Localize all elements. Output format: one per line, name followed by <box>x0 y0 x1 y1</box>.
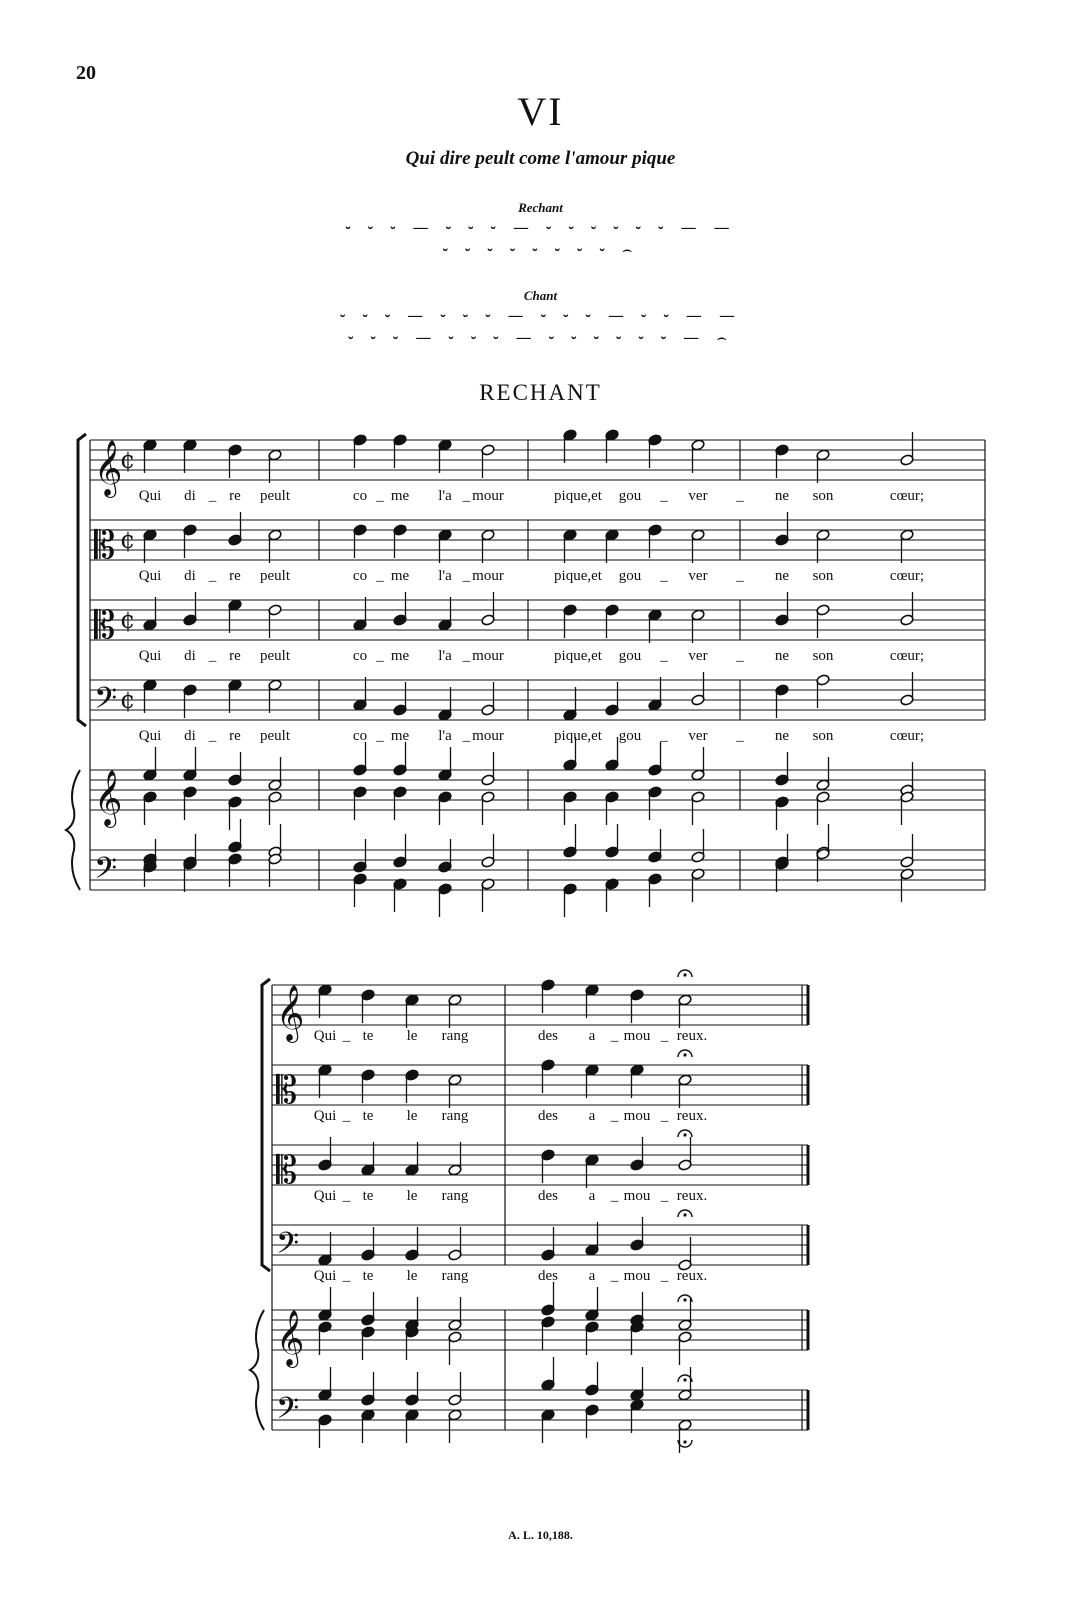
voice2-lyric-syllable: mour <box>472 568 504 584</box>
voice1-lyric-hyphen: _ <box>462 488 471 504</box>
voice1-lyric-s2-syllable: mou <box>623 1028 651 1044</box>
voice3-lyric-syllable: me <box>390 648 410 664</box>
voice2-lyric-hyphen: _ <box>376 568 384 584</box>
voice3-lyric-hyphen: _ <box>660 648 668 664</box>
voice1-lyric-syllable: di <box>184 488 196 504</box>
voice4-lyric-s2-syllable: Qui <box>313 1268 337 1284</box>
meter-rechant-line-1: ⏑ ⏑ ⏑ — ⏑ ⏑ ⏑ — ⏑ ⏑ ⏑ ⏑ ⏑ ⏑ — — <box>345 218 736 237</box>
voice4-lyric-syllable: son <box>812 728 834 744</box>
voice2-lyric-syllable: di <box>184 568 196 584</box>
meter-chant-line-2: ⏑ ⏑ ⏑ — ⏑ ⏑ ⏑ — ⏑ ⏑ ⏑ ⏑ ⏑ ⏑ — ⌢ <box>348 328 733 347</box>
voice1-lyric-syllable: mour <box>472 488 504 504</box>
bass-clef-icon: 𝄢 <box>276 1392 300 1433</box>
piano-brace-icon <box>250 1310 264 1430</box>
voice2-lyric-hyphen: _ <box>660 568 668 584</box>
voice4-lyric-syllable: ver <box>688 728 708 744</box>
voice1-lyric-s2-hyphen: _ <box>610 1028 619 1044</box>
voice4-lyric-s2-syllable: mou <box>623 1268 651 1284</box>
voice3-lyric-s2-syllable: le <box>406 1188 418 1204</box>
voice4-lyric-s2-hyphen: _ <box>342 1268 351 1284</box>
voice4-lyric-s2-hyphen: _ <box>660 1268 669 1284</box>
voice4-lyric-syllable: gou <box>618 728 642 744</box>
cut-time-icon: ¢ <box>120 526 136 554</box>
voice1-lyric-s2-syllable: rang <box>441 1028 469 1044</box>
voice3-lyric-s2-hyphen: _ <box>610 1188 619 1204</box>
alto-clef-icon: 𝄡 <box>276 1068 298 1112</box>
voice3-lyric-syllable: peult <box>260 648 290 664</box>
voice1-lyric-s2-syllable: le <box>406 1028 418 1044</box>
voice3-lyric-s2-syllable: Qui <box>313 1188 337 1204</box>
voice1-lyric-syllable: ne <box>774 488 790 504</box>
meter-chant-line-1: ⏑ ⏑ ⏑ — ⏑ ⏑ ⏑ — ⏑ ⏑ ⏑ — ⏑ ⏑ — — <box>340 306 741 325</box>
voice2-lyric-s2-hyphen: _ <box>342 1108 351 1124</box>
voice2-lyric-syllable: ver <box>688 568 708 584</box>
voice1-lyric-syllable: son <box>812 488 834 504</box>
voice3-lyric-syllable: re <box>229 648 241 664</box>
voice2-lyric-s2-syllable: Qui <box>313 1108 337 1124</box>
voice3-lyric-s2-syllable: mou <box>623 1188 651 1204</box>
voice4-lyric-s2-hyphen: _ <box>610 1268 619 1284</box>
voice3-lyric-syllable: Qui <box>138 648 162 664</box>
voice1-lyric-syllable: me <box>390 488 410 504</box>
voice4-lyric-hyphen: _ <box>376 728 384 744</box>
voice2-lyric-syllable: peult <box>260 568 290 584</box>
treble-clef-icon: 𝄞 <box>94 770 123 826</box>
alto-clef-icon: 𝄡 <box>94 603 116 647</box>
voice1-lyric-s2-hyphen: _ <box>660 1028 669 1044</box>
bass-clef-icon: 𝄢 <box>94 852 118 893</box>
voice4-lyric-syllable: ne <box>774 728 790 744</box>
piece-number-title: VI <box>517 89 564 134</box>
voice2-lyric-syllable: re <box>229 568 241 584</box>
voice3-lyric-syllable: cœur; <box>889 648 925 664</box>
voice2-lyric-hyphen: _ <box>736 568 744 584</box>
voice2-lyric-hyphen: _ <box>208 568 217 584</box>
voice4-lyric-s2-syllable: des <box>538 1268 558 1284</box>
fermata-dot <box>683 973 686 976</box>
voice1-lyric-syllable: co <box>352 488 368 504</box>
voice1-lyric-syllable: re <box>229 488 241 504</box>
voice3-lyric-syllable: pique,et <box>554 648 602 664</box>
voice1-lyric-hyphen: _ <box>660 488 668 504</box>
bass-clef-icon: 𝄢 <box>94 682 118 723</box>
voice3-lyric-syllable: gou <box>618 648 642 664</box>
meter-label-rechant: Rechant <box>518 200 563 215</box>
treble-clef-icon: 𝄞 <box>276 985 305 1041</box>
voice1-lyric-syllable: peult <box>260 488 290 504</box>
voice4-lyric-hyphen: _ <box>208 728 217 744</box>
voice1-lyric-syllable: l'a <box>438 488 452 504</box>
voice4-lyric-s2-syllable: a <box>588 1268 596 1284</box>
voice4-lyric-s2-syllable: te <box>362 1268 374 1284</box>
voice2-lyric-s2-syllable: rang <box>441 1108 469 1124</box>
voice1-lyric-s2-syllable: te <box>362 1028 374 1044</box>
voice3-lyric-hyphen: _ <box>736 648 744 664</box>
voice1-lyric-hyphen: _ <box>208 488 217 504</box>
voice3-lyric-syllable: co <box>352 648 368 664</box>
voice1-lyric-s2-hyphen: _ <box>342 1028 351 1044</box>
voice4-lyric-syllable: cœur; <box>889 728 925 744</box>
voice4-lyric-syllable: Qui <box>138 728 162 744</box>
voice2-lyric-syllable: son <box>812 568 834 584</box>
voice3-lyric-hyphen: _ <box>462 648 471 664</box>
page-number: 20 <box>76 62 96 84</box>
bass-clef-icon: 𝄢 <box>276 1227 300 1268</box>
voice4-lyric-hyphen: _ <box>736 728 744 744</box>
voice4-lyric-syllable: me <box>390 728 410 744</box>
fermata-dot <box>683 1298 686 1301</box>
voice4-lyric-syllable: co <box>352 728 368 744</box>
voice4-lyric-s2-syllable: le <box>406 1268 418 1284</box>
voice4-lyric-s2-syllable: rang <box>441 1268 469 1284</box>
piece-subtitle: Qui dire peult come l'amour pique <box>405 148 676 169</box>
voice4-lyric-syllable: re <box>229 728 241 744</box>
voice3-lyric-syllable: ver <box>688 648 708 664</box>
voice1-lyric-s2-syllable: des <box>538 1028 558 1044</box>
voice4-lyric-s2-syllable: reux. <box>676 1268 708 1284</box>
voice2-lyric-s2-hyphen: _ <box>660 1108 669 1124</box>
voice3-lyric-syllable: son <box>812 648 834 664</box>
choir-bracket-icon <box>262 979 270 1271</box>
voice1-lyric-syllable: ver <box>688 488 708 504</box>
voice1-lyric-syllable: pique,et <box>554 488 602 504</box>
meter-label-chant: Chant <box>523 288 558 303</box>
voice2-lyric-syllable: gou <box>618 568 642 584</box>
voice4-lyric-syllable: di <box>184 728 196 744</box>
voice2-lyric-syllable: pique,et <box>554 568 602 584</box>
voice2-lyric-s2-syllable: le <box>406 1108 418 1124</box>
cut-time-icon: ¢ <box>120 446 136 474</box>
voice2-lyric-s2-syllable: reux. <box>676 1108 708 1124</box>
voice4-lyric-syllable: peult <box>260 728 290 744</box>
voice1-lyric-hyphen: _ <box>376 488 384 504</box>
fermata-dot <box>683 1053 686 1056</box>
treble-clef-icon: 𝄞 <box>94 440 123 496</box>
voice4-lyric-syllable: pique,et <box>554 728 602 744</box>
alto-clef-icon: 𝄡 <box>94 523 116 567</box>
voice1-lyric-syllable: gou <box>618 488 642 504</box>
voice2-lyric-s2-syllable: a <box>588 1108 596 1124</box>
treble-clef-icon: 𝄞 <box>276 1310 305 1366</box>
voice3-lyric-s2-syllable: te <box>362 1188 374 1204</box>
voice3-lyric-syllable: ne <box>774 648 790 664</box>
piano-brace-icon <box>66 770 80 890</box>
voice4-lyric-hyphen: _ <box>660 728 668 744</box>
section-heading: RECHANT <box>479 380 602 405</box>
voice3-lyric-hyphen: _ <box>208 648 217 664</box>
voice4-lyric-hyphen: _ <box>462 728 471 744</box>
voice3-lyric-syllable: l'a <box>438 648 452 664</box>
voice4-lyric-syllable: mour <box>472 728 504 744</box>
voice3-lyric-s2-hyphen: _ <box>342 1188 351 1204</box>
voice3-lyric-hyphen: _ <box>376 648 384 664</box>
voice2-lyric-hyphen: _ <box>462 568 471 584</box>
fermata-dot <box>683 1378 686 1381</box>
voice1-lyric-syllable: cœur; <box>889 488 925 504</box>
voice1-lyric-s2-syllable: Qui <box>313 1028 337 1044</box>
voice2-lyric-s2-syllable: des <box>538 1108 558 1124</box>
cut-time-icon: ¢ <box>120 686 136 714</box>
voice2-lyric-syllable: l'a <box>438 568 452 584</box>
voice2-lyric-syllable: me <box>390 568 410 584</box>
fermata-dot <box>683 1440 686 1443</box>
voice1-lyric-s2-syllable: a <box>588 1028 596 1044</box>
voice2-lyric-s2-syllable: te <box>362 1108 374 1124</box>
voice4-lyric-syllable: l'a <box>438 728 452 744</box>
voice3-lyric-s2-syllable: a <box>588 1188 596 1204</box>
voice3-lyric-syllable: di <box>184 648 196 664</box>
voice3-lyric-s2-syllable: reux. <box>676 1188 708 1204</box>
voice2-lyric-syllable: co <box>352 568 368 584</box>
voice1-lyric-s2-syllable: reux. <box>676 1028 708 1044</box>
voice3-lyric-s2-syllable: rang <box>441 1188 469 1204</box>
cut-time-icon: ¢ <box>120 606 136 634</box>
voice2-lyric-s2-syllable: mou <box>623 1108 651 1124</box>
catalog-number: A. L. 10,188. <box>508 1528 573 1542</box>
voice3-lyric-s2-syllable: des <box>538 1188 558 1204</box>
fermata-dot <box>683 1133 686 1136</box>
voice2-lyric-syllable: Qui <box>138 568 162 584</box>
voice1-lyric-hyphen: _ <box>736 488 744 504</box>
voice2-lyric-syllable: ne <box>774 568 790 584</box>
voice3-lyric-syllable: mour <box>472 648 504 664</box>
voice1-lyric-syllable: Qui <box>138 488 162 504</box>
alto-clef-icon: 𝄡 <box>276 1148 298 1192</box>
choir-bracket-icon <box>78 434 86 726</box>
voice2-lyric-syllable: cœur; <box>889 568 925 584</box>
voice3-lyric-s2-hyphen: _ <box>660 1188 669 1204</box>
meter-rechant-line-2: ⏑ ⏑ ⏑ ⏑ ⏑ ⏑ ⏑ ⏑ ⌢ <box>442 240 639 259</box>
fermata-dot <box>683 1213 686 1216</box>
voice2-lyric-s2-hyphen: _ <box>610 1108 619 1124</box>
